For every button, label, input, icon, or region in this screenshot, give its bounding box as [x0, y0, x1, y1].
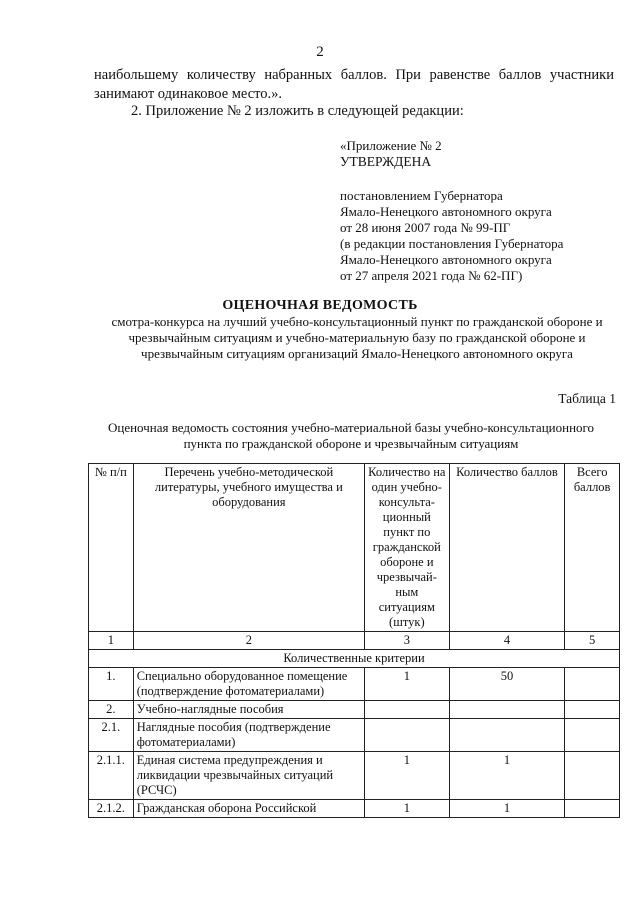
row-points: 1 — [449, 752, 565, 800]
row-number: 2. — [89, 701, 134, 719]
row-quantity — [364, 701, 449, 719]
row-name: Единая система предупреждения и ликвидации чрезвычайных ситуаций (РСЧС) — [133, 752, 364, 800]
appendix-approval-block — [340, 138, 563, 284]
row-name: Учебно-наглядные пособия — [133, 701, 364, 719]
table-row — [89, 800, 620, 818]
row-total — [565, 752, 620, 800]
row-quantity — [364, 719, 449, 752]
column-number: 3 — [364, 632, 449, 650]
appendix-approved: УТВЕРЖДЕНА — [340, 154, 432, 169]
evaluation-table — [88, 463, 620, 818]
column-number-row — [89, 632, 620, 650]
header-total: Всего баллов — [565, 464, 620, 632]
paragraph-amendment: 2. Приложение № 2 изложить в следующей редакции: — [131, 103, 464, 119]
header-quantity: Количество на один учебно-консульта-ционный пункт по гражданской обороне и чрезвычай-ным ситуациям (штук) — [364, 464, 449, 632]
table-row — [89, 668, 620, 701]
section-title: Количественные критерии — [89, 650, 620, 668]
paragraph-continuation: наибольшему количеству набранных баллов. При равенстве баллов участники занимают одинаковое место.». — [94, 67, 614, 102]
row-quantity: 1 — [364, 800, 449, 818]
header-points: Количество баллов — [449, 464, 565, 632]
document-title: ОЦЕНОЧНАЯ ВЕДОМОСТЬ — [222, 298, 418, 313]
table-row — [89, 701, 620, 719]
table-header-row — [89, 464, 620, 632]
row-points: 50 — [449, 668, 565, 701]
row-total — [565, 668, 620, 701]
row-name: Специально оборудованное помещение (подтверждение фотоматериалами) — [133, 668, 364, 701]
row-name: Наглядные пособия (подтверждение фотоматериалами) — [133, 719, 364, 752]
row-quantity: 1 — [364, 668, 449, 701]
row-total — [565, 719, 620, 752]
appendix-line: Ямало-Ненецкого автономного округа — [340, 204, 552, 219]
appendix-line: постановлением Губернатора — [340, 188, 503, 203]
row-number: 1. — [89, 668, 134, 701]
appendix-title: «Приложение № 2 — [340, 138, 442, 153]
row-number: 2.1.1. — [89, 752, 134, 800]
table-row — [89, 719, 620, 752]
row-points — [449, 719, 565, 752]
row-points — [449, 701, 565, 719]
table-row — [89, 752, 620, 800]
section-row — [89, 650, 620, 668]
row-quantity: 1 — [364, 752, 449, 800]
table-label: Таблица 1 — [558, 391, 616, 406]
appendix-line: от 27 апреля 2021 года № 62-ПГ) — [340, 268, 523, 283]
appendix-line: от 28 июня 2007 года № 99-ПГ — [340, 220, 511, 235]
column-number: 1 — [89, 632, 134, 650]
document-subtitle: смотра-конкурса на лучший учебно-консультационный пункт по гражданской обороне и чрезвычайным ситуациям и учебно-материальную базу по гражданской обороне и чрезвычайным ситуациям организаций Ямало-Ненецкого автономного округа — [111, 314, 603, 361]
row-points: 1 — [449, 800, 565, 818]
row-number: 2.1.2. — [89, 800, 134, 818]
header-number: № п/п — [89, 464, 134, 632]
appendix-line: (в редакции постановления Губернатора — [340, 236, 564, 251]
header-list: Перечень учебно-методической литературы, учебного имущества и оборудования — [133, 464, 364, 632]
page-number: 2 — [316, 44, 324, 60]
column-number: 5 — [565, 632, 620, 650]
row-name: Гражданская оборона Российской — [133, 800, 364, 818]
column-number: 2 — [133, 632, 364, 650]
row-total — [565, 701, 620, 719]
table-caption: Оценочная ведомость состояния учебно-материальной базы учебно-консультационного пункта по гражданской обороне и чрезвычайным ситуациям — [107, 420, 595, 451]
row-total — [565, 800, 620, 818]
column-number: 4 — [449, 632, 565, 650]
appendix-line: Ямало-Ненецкого автономного округа — [340, 252, 552, 267]
row-number: 2.1. — [89, 719, 134, 752]
